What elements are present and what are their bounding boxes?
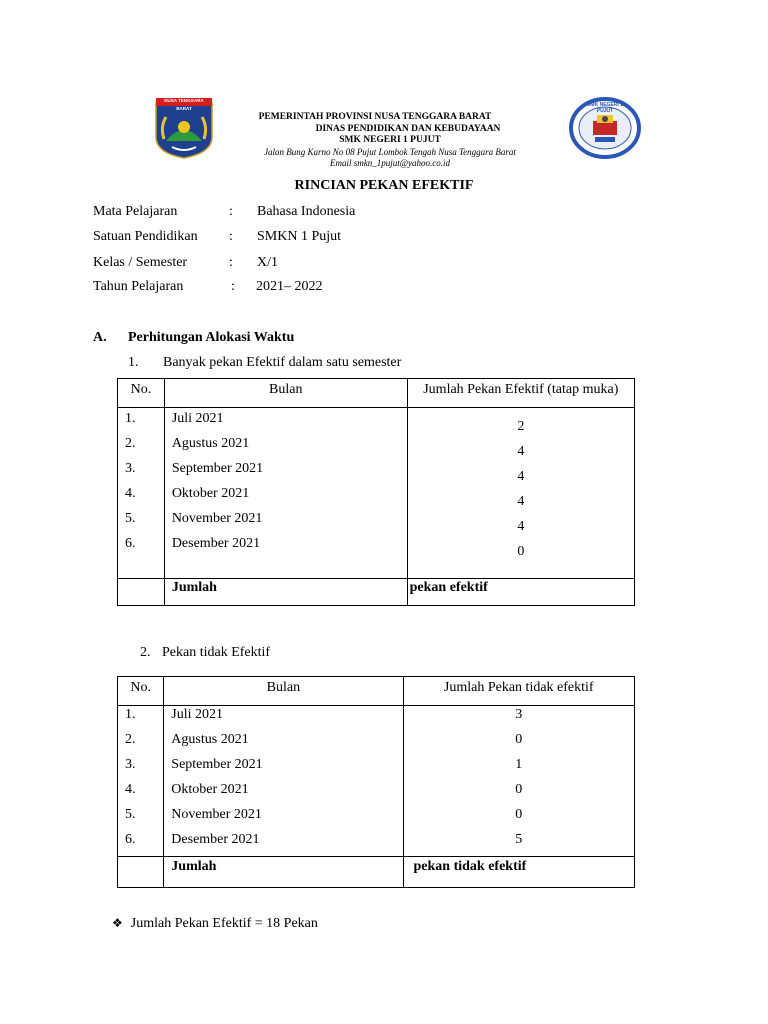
table-body-row [118, 706, 635, 857]
row-no: 1. [125, 707, 136, 722]
table2-caption-number: 2. [140, 645, 151, 660]
row-value: 4 [517, 494, 525, 509]
summary-text: Jumlah Pekan Efektif = 18 Pekan [130, 916, 318, 931]
section-letter: A. [93, 330, 107, 345]
province-logo-label: NUSA TENGGARA BARAT [164, 98, 204, 111]
row-bulan: Agustus 2021 [171, 732, 249, 747]
header-jumlah: Jumlah Pekan tidak efektif [403, 677, 634, 706]
header-no: No. [118, 379, 165, 408]
footer-label: Jumlah [164, 579, 407, 606]
province-logo [154, 97, 214, 159]
section-title: Perhitungan Alokasi Waktu [128, 330, 295, 345]
diamond-bullet-icon: ❖ [112, 916, 123, 930]
row-value: 0 [517, 544, 525, 559]
school-logo [569, 97, 641, 159]
footer-label: Jumlah [164, 857, 403, 888]
row-bulan: Agustus 2021 [171, 436, 250, 451]
row-value: 5 [515, 832, 523, 847]
row-no: 5. [125, 807, 136, 822]
row-bulan: November 2021 [171, 807, 262, 822]
row-bulan: September 2021 [171, 757, 263, 772]
info-sep-0: : [229, 204, 233, 219]
header-bulan: Bulan [164, 379, 407, 408]
bulan-column [171, 706, 402, 856]
row-bulan: Desember 2021 [171, 536, 261, 551]
row-value: 2 [517, 419, 525, 434]
row-no: 4. [125, 486, 136, 501]
header-line-3: SMK NEGERI 1 PUJUT [339, 135, 441, 145]
info-sep-3: : [231, 279, 235, 294]
row-value: 1 [515, 757, 523, 772]
row-no: 2. [125, 732, 136, 747]
row-no: 6. [125, 536, 136, 551]
non-effective-weeks-table [117, 676, 635, 888]
footer-value: pekan tidak efektif [403, 857, 634, 888]
row-value: 3 [515, 707, 523, 722]
row-no: 2. [125, 436, 136, 451]
row-value: 0 [515, 807, 523, 822]
info-label-2: Kelas / Semester [93, 255, 188, 270]
info-sep-1: : [229, 229, 233, 244]
info-value-3: 2021– 2022 [256, 279, 323, 294]
row-value: 0 [515, 732, 523, 747]
value-column [408, 418, 634, 568]
row-bulan: Oktober 2021 [171, 486, 250, 501]
info-value-0: Bahasa Indonesia [257, 204, 356, 219]
document-title: RINCIAN PEKAN EFEKTIF [294, 178, 474, 193]
row-bulan: September 2021 [171, 461, 264, 476]
info-sep-2: : [229, 255, 233, 270]
effective-weeks-table [117, 378, 635, 606]
row-no: 5. [125, 511, 136, 526]
table1-caption-number: 1. [128, 355, 139, 370]
table-body-row [118, 408, 635, 579]
row-value: 4 [517, 469, 525, 484]
header-no: No. [118, 677, 164, 706]
info-value-1: SMKN 1 Pujut [257, 229, 342, 244]
summary [112, 916, 318, 932]
info-label-0: Mata Pelajaran [93, 204, 178, 219]
row-bulan: Desember 2021 [171, 832, 260, 847]
row-no: 6. [125, 832, 136, 847]
table-header-row [118, 379, 635, 408]
row-value: 0 [515, 782, 523, 797]
header-bulan: Bulan [164, 677, 403, 706]
value-column [404, 706, 634, 856]
info-value-2: X/1 [257, 255, 278, 270]
row-bulan: Juli 2021 [171, 707, 224, 722]
table1-caption: Banyak pekan Efektif dalam satu semester [163, 355, 402, 370]
header-jumlah: Jumlah Pekan Efektif (tatap muka) [407, 379, 634, 408]
no-column [125, 410, 164, 560]
header-line-5: Email smkn_1pujut@yahoo.co.id [329, 158, 450, 168]
row-value: 4 [517, 519, 525, 534]
row-bulan: November 2021 [171, 511, 263, 526]
no-column [125, 706, 163, 856]
row-no: 3. [125, 757, 136, 772]
school-logo-label: SMK NEGERI 1 PUJUT [587, 102, 623, 114]
row-no: 4. [125, 782, 136, 797]
header-line-2: DINAS PENDIDIKAN DAN KEBUDAYAAN [315, 124, 501, 134]
info-label-3: Tahun Pelajaran [93, 279, 184, 294]
info-label-1: Satuan Pendidikan [93, 229, 198, 244]
header-line-4: Jalan Bung Karno No 08 Pujut Lombok Tengah Nusa Tenggara Barat [264, 147, 516, 157]
row-no: 3. [125, 461, 136, 476]
footer-value: pekan efektif [407, 579, 634, 606]
row-value: 4 [517, 444, 525, 459]
table2-caption: Pekan tidak Efektif [162, 645, 271, 660]
bulan-column [172, 410, 407, 560]
row-bulan: Juli 2021 [171, 411, 224, 426]
header-line-1: PEMERINTAH PROVINSI NUSA TENGGARA BARAT [258, 112, 492, 122]
table-header-row [118, 677, 635, 706]
row-no: 1. [125, 411, 136, 426]
table-footer-row [118, 579, 635, 606]
table-footer-row [118, 857, 635, 888]
row-bulan: Oktober 2021 [171, 782, 249, 797]
